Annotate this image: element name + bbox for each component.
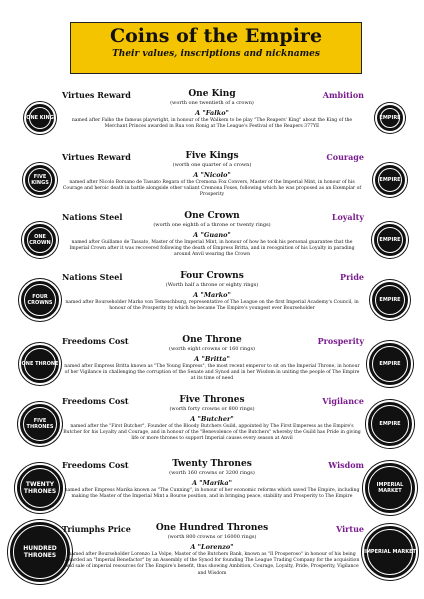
- coin-inscription: ONE THRONE: [21, 361, 59, 367]
- coin-motto: Freedoms Cost: [62, 460, 129, 470]
- coin-virtue: Vigilance: [322, 396, 364, 406]
- coin-name: One King: [188, 89, 236, 99]
- coin-virtue: Courage: [326, 152, 364, 162]
- coin-description: named after Empress Britta known as "The Young Empress", the most recent emperor to sit on the Imperial Throne, in honour of her Vigilance in challenging the corruption of the Senate and Synod and in her Wisdom in uniting the people of The Empire at its time of need: [64, 364, 360, 382]
- coin-motto: Triumphs Price: [62, 524, 131, 534]
- coin-obverse-image: [19, 343, 61, 385]
- coin-inscription: FIVE KINGS: [31, 174, 49, 186]
- coin-reverse-image: [362, 524, 418, 580]
- coin-description: named after Nicolo Borsano de Tassato Regara of the Cremona Fox Convers, Master of the Imperial Mint, in honour of his Courage and heroic death in battle alongside other valiant Cremona Foxes, following which he was proposed as an Exemplar of Prosperity: [62, 180, 362, 198]
- coin-inscription: EMPIRE: [379, 361, 401, 367]
- page-subtitle: Their values, inscriptions and nicknames: [112, 49, 320, 59]
- coin-reverse-image: [375, 103, 405, 133]
- coin-reverse-image: [370, 280, 410, 320]
- coin-inscription: EMPIRE: [379, 237, 401, 243]
- coin-motto: Nations Steel: [62, 212, 123, 222]
- coin-nickname: A "Lorenzo": [190, 543, 234, 551]
- coin-inscription: ONE KING: [26, 115, 54, 121]
- coin-obverse-image: [15, 463, 65, 513]
- coin-description: named after Guillamo de Tassato, Master of the Imperial Mint, in honour of how he took his personal guarantee that the Imperial Crown after it was recovered following the death of Empress Britta, and in recognition of his Loyalty in parading around Anvil wearing the Crown: [69, 240, 355, 258]
- title-banner: [70, 22, 362, 74]
- coin-inscription: EMPIRE: [379, 177, 401, 183]
- coin-description: named after Empress Marika known as "The Cunning", in honour of her economic reforms which saved The Empire, including making the Master of the Imperial Mint a Bourse position, and in bringing peace, stability and Prosperity to The Empire: [64, 488, 360, 500]
- coin-virtue: Ambition: [322, 90, 364, 100]
- coin-value: (worth one quarter of a crown): [172, 162, 252, 168]
- coin-description: named after Bourseholder Marko von Temeschburg, representative of The League on the first Imperial Academy's Council, in honour of the Prosperity by which he became The Empire's youngest ever Bourseholder: [65, 300, 359, 312]
- coin-motto: Nations Steel: [62, 272, 123, 282]
- coin-value: (worth one twentieth of a crown): [170, 100, 254, 106]
- coin-reverse-image: [363, 461, 417, 515]
- coin-name: One Hundred Thrones: [155, 523, 269, 533]
- coin-obverse-image: [19, 279, 61, 321]
- coin-reverse-image: [367, 341, 413, 387]
- coin-nickname: A "Falko": [195, 109, 229, 117]
- coin-virtue: Wisdom: [328, 460, 364, 470]
- coin-nickname: A "Butcher": [190, 415, 234, 423]
- coin-nickname: A "Nicolo": [193, 171, 231, 179]
- coin-inscription: EMPIRE: [379, 115, 401, 121]
- coin-name: Five Kings: [185, 151, 239, 161]
- coin-description: named after Bourseholder Lorenzo La Volpe, Master of the Butchers Bank, known as "Il Prosperoso" in honour of his being awarded an "Imperial Benefactor" by an Assembly of the Synod for founding The League Trading Company for the acquisition and sale of imperial resources for The Empire's benefit, thus showing Ambition, Courage, Loyalty, Pride, Prosperity, Vigilance and Wisdom: [64, 552, 360, 576]
- coin-value: (worth forty crowns or 800 rings): [169, 406, 255, 412]
- coin-description: named after the "First Butcher", Founder of the Bloody Butchers Guild, appointed by The First Emperess as the Empire's Butcher for his Loyalty and Courage, and in honour of the "Benevolence of the Butchers" whereby the Guild has Pride in giving life or more thrones to support Imperial causes every season at Anvil: [63, 424, 361, 442]
- coin-reverse-image: [373, 163, 407, 197]
- coin-motto: Freedoms Cost: [62, 336, 129, 346]
- coin-value: (Worth half a throne or eighty rings): [165, 282, 259, 288]
- coin-name: One Throne: [182, 335, 242, 345]
- coin-inscription: EMPIRE: [379, 297, 401, 303]
- coin-motto: Virtues Reward: [62, 152, 131, 162]
- coin-value: (worth one eighth of a throne or twenty rings): [153, 222, 271, 228]
- coin-inscription: HUNDRED THRONES: [23, 545, 57, 559]
- coin-name: Twenty Thrones: [172, 459, 252, 469]
- coin-nickname: A "Guano": [193, 231, 231, 239]
- coin-virtue: Loyalty: [331, 212, 364, 222]
- coin-virtue: Pride: [340, 272, 364, 282]
- coin-motto: Freedoms Cost: [62, 396, 129, 406]
- coin-virtue: Virtue: [336, 524, 364, 534]
- coin-description: named after Falko the famous playwright, in honour of the Walkem to be play "The Reapers' King" about the King of the Merchant Princes awarded in Rua von Ronig at The League's Festival of the Reapers 377YE: [71, 118, 353, 130]
- coin-value: (worth 160 crowns or 3200 rings): [169, 470, 255, 476]
- coin-inscription: IMPERIAL MARKET: [376, 482, 404, 494]
- coin-reverse-image: [372, 222, 408, 258]
- coin-inscription: TWENTY THRONES: [23, 481, 57, 495]
- coin-inscription: EMPIRE: [379, 421, 401, 427]
- coin-inscription: ONE CROWN: [29, 234, 51, 246]
- coin-obverse-image: [22, 222, 58, 258]
- coin-inscription: FIVE THRONES: [26, 418, 54, 430]
- coin-motto: Virtues Reward: [62, 90, 131, 100]
- coin-virtue: Prosperity: [317, 336, 364, 346]
- coin-name: One Crown: [184, 211, 240, 221]
- coin-nickname: A "Marika": [191, 479, 233, 487]
- coin-inscription: FOUR CROWNS: [27, 294, 53, 306]
- coin-nickname: A "Marko": [193, 291, 231, 299]
- coin-name: Five Thrones: [179, 395, 245, 405]
- coin-name: Four Crowns: [180, 271, 244, 281]
- coin-value: (worth 800 crowns or 16000 rings): [167, 534, 257, 540]
- coin-obverse-image: [24, 102, 56, 134]
- coin-nickname: A "Britta": [194, 355, 230, 363]
- coin-obverse-image: [23, 163, 57, 197]
- coin-reverse-image: [366, 400, 414, 448]
- coin-obverse-image: [18, 402, 62, 446]
- coin-inscription: IMPERIAL MARKET: [364, 549, 416, 555]
- coin-value: (worth eight crowns or 160 rings): [169, 346, 255, 352]
- page-title: Coins of the Empire: [109, 25, 323, 47]
